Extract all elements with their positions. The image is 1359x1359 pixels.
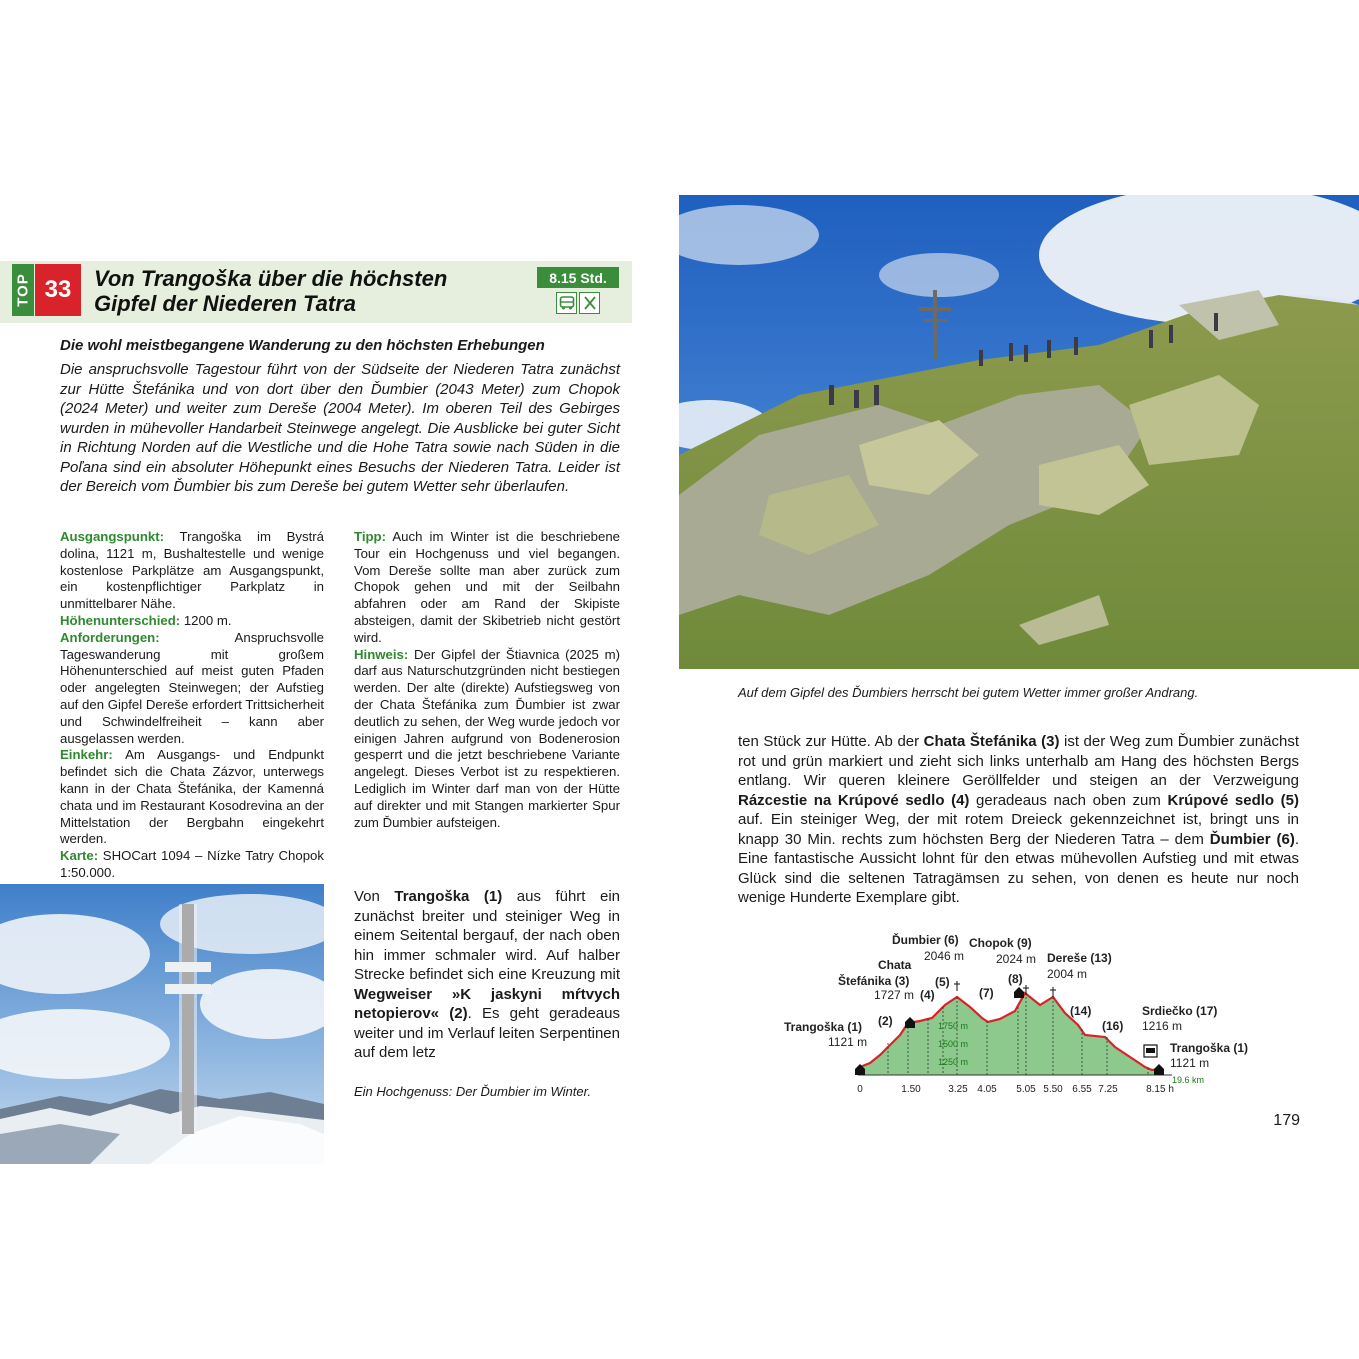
- label-trangoska-start: Trangoška (1): [784, 1020, 863, 1034]
- route1-text-c: . Es geht geradeaus weiter und im Verlauf leiten Serpentinen auf dem letz: [354, 1005, 620, 1061]
- label-hoehen: Höhenunterschied:: [60, 612, 181, 628]
- x-tick-1: 1.50: [901, 1084, 921, 1095]
- label-einkehr: Einkehr:: [60, 747, 113, 763]
- restaurant-icon: [579, 292, 600, 314]
- text-hoehen: 1200 m.: [180, 612, 232, 628]
- alt-chopok: 2024 m: [996, 952, 1037, 966]
- route1-text-a: Von: [354, 888, 395, 905]
- caption-summit: Auf dem Gipfel des Ďumbiers herrscht bei gutem Wetter immer großer Andrang.: [738, 685, 1199, 700]
- route2-text-d: auf. Ein steiniger Weg, der mit rotem Dreieck gekennzeichnet ist, bringt uns in knapp 30 Min. rechts zum höchsten Berg der Niederen Tatra – dem: [738, 811, 1299, 848]
- altitude-1250: 1250 m: [938, 1057, 969, 1067]
- label-p2: (2): [878, 1014, 893, 1028]
- house-icon-chata: [905, 1017, 915, 1028]
- tour-title: [94, 266, 524, 316]
- profile-fill: [860, 993, 1160, 1075]
- info-hinweis: [354, 647, 620, 832]
- route2-bold-a: Chata Štefánika (3): [923, 733, 1060, 750]
- label-dumbier: Ďumbier (6): [892, 933, 959, 947]
- altitude-1500: 1500 m: [938, 1039, 969, 1049]
- route1-bold-b: Wegweiser »K jaskyni mŕtvych netopierov« (2): [354, 985, 620, 1022]
- info-einkehr: [60, 747, 324, 848]
- info-column-1: [60, 529, 324, 882]
- x-tick-4: 5.05: [1016, 1084, 1036, 1095]
- label-trangoska-end: Trangoška (1): [1170, 1041, 1249, 1055]
- x-tick-0: 0: [857, 1084, 863, 1095]
- alt-trangoska-end: 1121 m: [1170, 1056, 1210, 1070]
- label-hinweis: Hinweis:: [354, 646, 409, 662]
- route2-text-e: . Eine fantastische Aussicht lohnt für den etwas mühevollen Aufstieg und mit etwas Glück sind die seltenen Tatragämsen zu sehen, von denen es heute nur noch wenige Hunderte Exemplare gibt.: [738, 830, 1299, 906]
- x-tick-8: 8.15 h: [1146, 1084, 1174, 1095]
- alt-chata: 1727 m: [874, 988, 915, 1002]
- summit-cross-winter-icon: [0, 884, 324, 1164]
- label-tipp: Tipp:: [354, 529, 386, 544]
- house-icon-end: [1154, 1064, 1164, 1075]
- cross-icons: [954, 981, 1056, 997]
- route1-bold-a: Trangoška (1): [394, 888, 503, 905]
- intro-text: Die anspruchsvolle Tagestour führt von der Südseite der Niederen Tatra zunächst zur Hütte Štefánika und von dort über den Ďumbier (2043 Meter) zum Chopok (2024 Meter) und weiter zum Dereše (2004 Meter). Im oberen Teil des Gebirges wurden in mühevoller Handarbeit Steinwege angelegt. Die Ausblicke bei guter Sicht in Richtung Norden auf die Westliche und die Hohe Tatra sowie nach Süden in die Poľana sind ein absoluter Höhepunkt eines Besuchs der Niederen Tatra. Leider ist der Bereich vom Ďumbier bis zum Dereše bei gutem Wetter sehr überlaufen.: [60, 361, 620, 495]
- x-tick-2: 3.25: [948, 1084, 968, 1095]
- label-p7: (7): [979, 986, 994, 1000]
- route2-bold-d: Ďumbier (6): [1209, 830, 1295, 848]
- top-label: TOP: [14, 273, 32, 307]
- label-p8: (8): [1008, 972, 1023, 986]
- label-p5: (5): [935, 975, 950, 989]
- x-tick-labels: [857, 1084, 1174, 1095]
- label-karte: Karte:: [60, 848, 99, 864]
- label-p16: (16): [1102, 1019, 1124, 1033]
- page-number: 179: [1273, 1112, 1300, 1129]
- alt-srdiecko: 1216 m: [1142, 1019, 1183, 1033]
- route2-text-c: geradeaus nach oben zum: [969, 791, 1168, 809]
- info-tipp: [354, 529, 620, 647]
- route-text-part-1: [354, 887, 620, 1063]
- info-column-2: [354, 529, 620, 831]
- info-hoehen: [60, 613, 324, 630]
- route1-text-b: aus führt ein zunächst breiter und steiniger Weg in einem Seitental bergauf, der nach oben hin immer schmaler wird. Auf halber Strecke befindet sich eine Kreuzung mit: [354, 888, 620, 983]
- info-anforderungen: [60, 630, 324, 748]
- bus-stop-icon: [1144, 1045, 1157, 1057]
- alt-trangoska-start: 1121 m: [828, 1035, 868, 1049]
- x-tick-3: 4.05: [977, 1084, 997, 1095]
- route2-text-a: ten Stück zur Hütte. Ab der: [738, 733, 924, 750]
- duration-badge: 8.15 Std.: [537, 267, 619, 288]
- label-chopok: Chopok (9): [969, 936, 1032, 950]
- label-ausgangspunkt: Ausgangspunkt:: [60, 529, 165, 544]
- label-p4: (4): [920, 988, 935, 1002]
- altitude-1750: 1750 m: [938, 1021, 969, 1031]
- label-srdiecko: Srdiečko (17): [1142, 1004, 1218, 1018]
- label-anforderungen: Anforderungen:: [60, 629, 160, 645]
- alt-dumbier: 2046 m: [924, 949, 965, 963]
- label-chata-2: Štefánika (3): [838, 974, 910, 988]
- subtitle: Die wohl meistbegangene Wanderung zu den höchsten Erhebungen: [60, 337, 545, 354]
- text-einkehr: Am Ausgangs- und Endpunkt befindet sich die Chata Zázvor, unterwegs kann in der Chata Štefánika, der Kamenná chata und im Restaurant Kosodrevina an der Mittelstation der Bergbahn eingekehrt werden.: [60, 747, 324, 847]
- caption-winter: Ein Hochgenuss: Der Ďumbier im Winter.: [354, 1084, 592, 1099]
- route2-bold-b: Rázcestie na Krúpové sedlo (4): [738, 791, 970, 809]
- x-tick-5: 5.50: [1043, 1084, 1063, 1095]
- tour-number: 33: [35, 264, 81, 316]
- house-icon-chopok: [1014, 987, 1024, 998]
- title-line-1: Von Trangoška über die höchsten: [94, 266, 448, 291]
- label-p14: (14): [1070, 1004, 1092, 1018]
- x-tick-6: 6.55: [1072, 1084, 1092, 1095]
- elevation-profile: [760, 925, 1280, 1105]
- label-derese: Dereše (13): [1047, 951, 1112, 965]
- rocky-summit-icon: [679, 195, 1359, 669]
- text-karte: SHOCart 1094 – Nízke Tatry Chopok 1:50.000.: [60, 848, 324, 880]
- distance-label: 19.6 km: [1172, 1075, 1205, 1085]
- bus-icon: [556, 292, 577, 314]
- label-chata-1: Chata: [878, 958, 912, 972]
- info-karte: [60, 848, 324, 882]
- route2-bold-c: Krúpové sedlo (5): [1167, 791, 1300, 809]
- top-tab: [12, 264, 34, 316]
- title-line-2: Gipfel der Niederen Tatra: [94, 291, 357, 316]
- info-ausgangspunkt: [60, 529, 324, 613]
- alt-derese: 2004 m: [1047, 967, 1088, 981]
- x-tick-7: 7.25: [1098, 1084, 1118, 1095]
- route2-text-b: ist der Weg zum Ďumbier zunächst rot und grün markiert und zieht sich links unterhalb am Hang des höchsten Bergs entlang. Wir queren kleinere Geröllfelder und steigen an der Verzweigung: [738, 733, 1299, 789]
- text-hinweis: Der Gipfel der Štiavnica (2025 m) darf aus Naturschutzgründen nicht bestiegen werden. Der alte (direkte) Aufstiegsweg von der Chata Štefánika zum Ďumbier ist zwar deutlich zu sehen, der Weg wurde jedoch vor einigen Jahren aufgrund von Bodenerosion gesperrt und die jetzt beschriebene Variante angelegt. Dieses Verbot ist zu respektieren. Lediglich im Winter darf man von der Hütte auf direkter und mit Stangen markierter Spur zum Ďumbier aufsteigen.: [354, 646, 620, 830]
- text-anforderungen: Anspruchsvolle Tageswanderung mit großem Höhenunterschied auf meist guten Pfaden oder angelegten Steinwegen; der Aufstieg auf den Gipfel Dereše erfordert Trittsicherheit und Schwindelfreiheit – kann aber ausgelassen werden.: [60, 629, 324, 746]
- text-tipp: Auch im Winter ist die beschriebene Tour ein Hochgenuss und viel begangen. Vom Dereše sollte man aber zurück zum Chopok gehen und mit der Seilbahn abfahren oder am Rand der Skipiste absteigen, damit der Skibetrieb nicht gestört wird.: [354, 529, 620, 645]
- route-text-part-2: [738, 732, 1299, 908]
- text-ausgangspunkt: Trangoška im Bystrá dolina, 1121 m, Bushaltestelle und wenige kostenlose Parkplätze am Ausgangspunkt, ein kostenpflichtiger Parkplatz in unmittelbarer Nähe.: [60, 529, 324, 612]
